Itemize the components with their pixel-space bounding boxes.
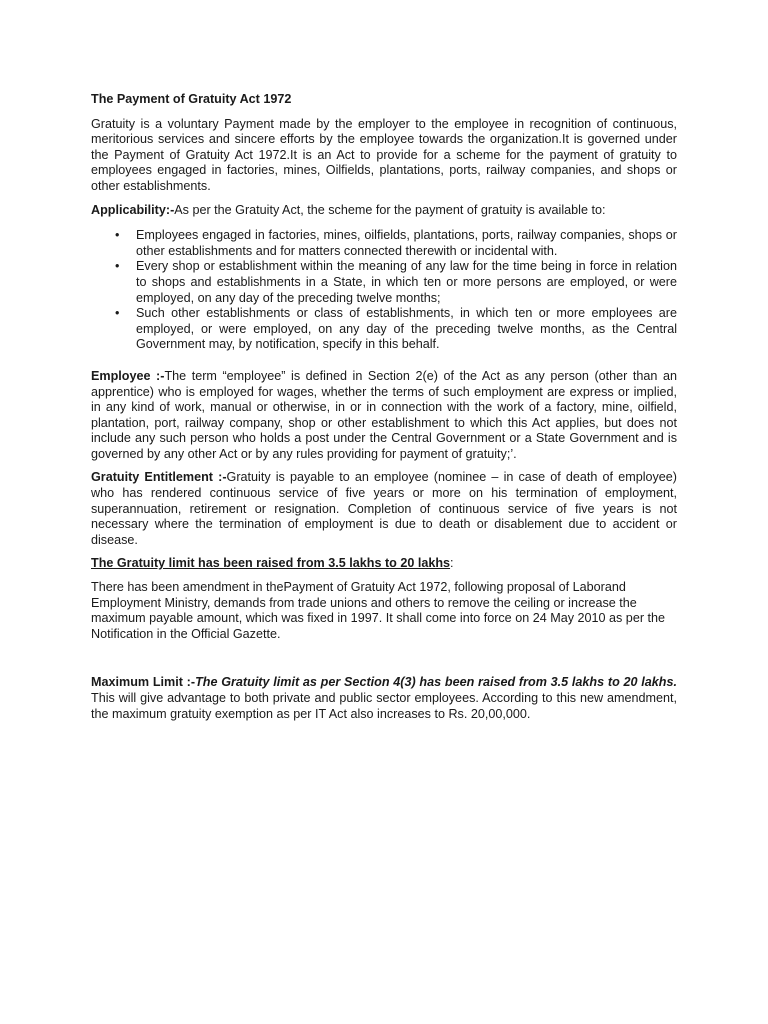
entitlement-paragraph [91,470,677,548]
employee-label: Employee :- [91,368,165,383]
employee-paragraph [91,369,677,463]
applicability-text: As per the Gratuity Act, the scheme for the payment of gratuity is available to: [174,202,606,217]
amendment-paragraph: There has been amendment in thePayment of Gratuity Act 1972, following proposal of Laborand Employment Ministry, demands from trade unions and others to remove the ceiling or increase the maximum payable amount, which was fixed in 1997. It shall come into force on 24 May 2010 as per the Notification in the Official Gazette. [91,580,666,641]
list-item-text: Such other establishments or class of establishments, in which ten or more employees are employed, or were employed, on any day of the preceding twelve months, as the Central Government may, by notification, specify in this behalf. [136,306,677,352]
applicability-label: Applicability:- [91,202,175,217]
list-item-text: Every shop or establishment within the meaning of any law for the time being in force in relation to shops and establishments in a State, in which ten or more persons are employed, or were employed, on any day of the preceding twelve months; [136,259,677,305]
spacer [91,650,677,675]
bullet-icon: • [115,228,120,243]
maximum-limit-emphasis: The Gratuity limit as per Section 4(3) has been raised from 3.5 lakhs to 20 lakhs. [195,675,677,690]
applicability-paragraph [91,203,677,219]
applicability-list [91,228,677,353]
document-page [91,92,677,730]
list-item [115,306,677,353]
bullet-icon: • [115,306,120,321]
document-title: The Payment of Gratuity Act 1972 [91,92,292,106]
list-item [115,259,677,306]
limit-heading [91,556,677,572]
maximum-limit-paragraph [91,675,677,722]
list-item-text: Employees engaged in factories, mines, oilfields, plantations, ports, railway companies, shops or other establishments and for matters connected therewith or incidental with. [136,228,677,258]
maximum-limit-label: Maximum Limit :- [91,675,196,690]
entitlement-text: Gratuity is payable to an employee (nominee – in case of death of employee) who has rendered continuous service of five years or more on his termination of employment, superannuation, retirement or resignation. Completion of continuous service of five years is not necessary where the termination of employment is due to death or disablement due to accident or disease. [91,470,677,547]
intro-paragraph: Gratuity is a voluntary Payment made by the employer to the employee in recognition of continuous, meritorious services and sincere efforts by the employee towards the organization.It is governed under the Payment of Gratuity Act 1972.It is an Act to provide for a scheme for the payment of gratuity to employees engaged in factories, mines, Oilfields, plantations, ports, railway companies, and shops or other establishments. [91,116,677,193]
limit-heading-text: The Gratuity limit has been raised from 3.5 lakhs to 20 lakhs [91,556,451,571]
limit-heading-suffix: : [450,556,454,571]
list-item [115,228,677,259]
bullet-icon: • [115,259,120,274]
maximum-limit-text: This will give advantage to both private and public sector employees. According to this new amendment, the maximum gratuity exemption as per IT Act also increases to Rs. 20,00,000. [91,691,677,721]
employee-text: The term “employee” is defined in Section 2(e) of the Act as any person (other than an apprentice) who is employed for wages, whether the terms of such employment are express or implied, in any kind of work, manual or otherwise, in or in connection with the work of a factory, mine, oilfield, plantation, port, railway company, shop or other establishment to which this Act applies, but does not include any such person who holds a post under the Central Government or a State Government and is governed by any other Act or by any rules providing for payment of gratuity;’. [91,368,677,461]
entitlement-label: Gratuity Entitlement :- [91,470,227,485]
